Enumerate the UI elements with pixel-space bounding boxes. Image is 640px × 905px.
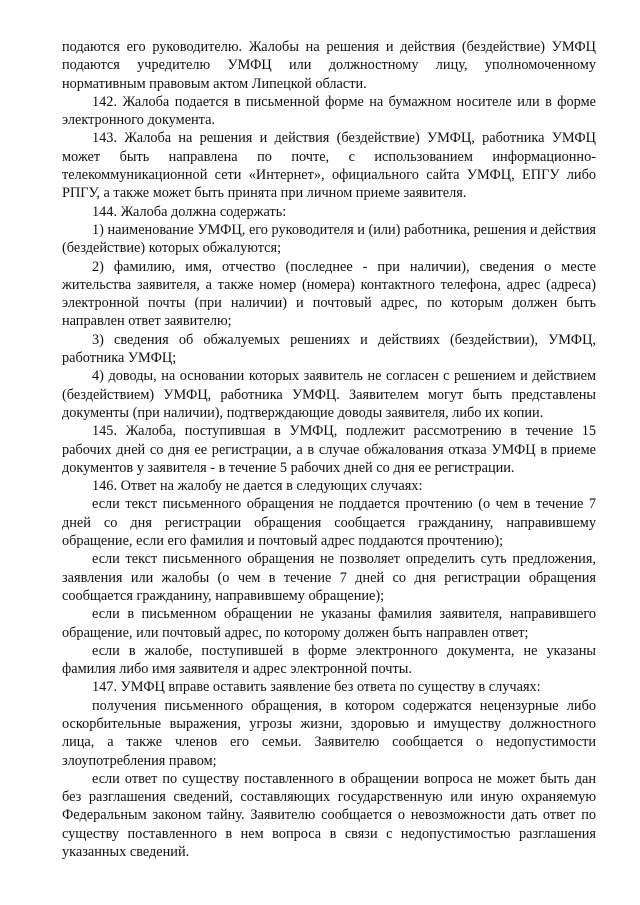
paragraph-144-item-1: 1) наименование УМФЦ, его руководителя и (или) работника, решения и действия (бездействие) которых обжалуются; (62, 221, 596, 257)
paragraph-146-case-4: если в жалобе, поступившей в форме электронного документа, не указаны фамилия либо имя заявителя и адрес электронной почты. (62, 642, 596, 678)
paragraph-continuation: подаются его руководителю. Жалобы на решения и действия (бездействие) УМФЦ подаются учредителю УМФЦ или должностному лицу, уполномоченному нормативным правовым актом Липецкой области. (62, 39, 596, 92)
paragraph-147: 147. УМФЦ вправе оставить заявление без ответа по существу в случаях: (92, 679, 541, 696)
paragraph-142: 142. Жалоба подается в письменной форме на бумажном носителе или в форме электронного документа. (62, 93, 596, 129)
paragraph-146-case-1: если текст письменного обращения не поддается прочтению (о чем в течение 7 дней со дня регистрации обращения сообщается гражданину, направившему обращение, если его фамилия и почтовый адрес поддаются прочтению); (62, 496, 596, 550)
paragraph-145: 145. Жалоба, поступившая в УМФЦ, подлежит рассмотрению в течение 15 рабочих дней со дня ее регистрации, а в случае обжалования отказа УМФЦ в приеме документов у заявителя - в течение 5 рабочих дней со дня ее регистрации. (62, 423, 596, 476)
paragraph-144-item-4: 4) доводы, на основании которых заявитель не согласен с решением и действием (бездействием) УМФЦ, работника УМФЦ. Заявителем могут быть представлены документы (при наличии), подтверждающие доводы заявителя, либо их копии. (62, 368, 596, 421)
paragraph-143: 143. Жалоба на решения и действия (бездействие) УМФЦ, работника УМФЦ может быть направлена по почте, с использованием информационно-телекоммуникационной сети «Интернет», официального сайта УМФЦ, ЕПГУ либо РПГУ, а также может быть принята при личном приеме заявителя. (62, 130, 596, 202)
paragraph-146-case-3: если в письменном обращении не указаны фамилия заявителя, направившего обращение, или почтовый адрес, по которому должен быть направлен ответ; (62, 606, 596, 641)
paragraph-147-case-1: получения письменного обращения, в котором содержатся нецензурные либо оскорбительные выражения, угрозы жизни, здоровью и имуществу должностного лица, а также членов его семьи. Заявителю сообщается о недопустимости злоупотребления правом; (62, 697, 596, 769)
paragraph-144: 144. Жалоба должна содержать: (92, 203, 287, 220)
document-page (62, 38, 596, 861)
paragraph-146-case-2: если текст письменного обращения не позволяет определить суть предложения, заявления или жалобы (о чем в течение 7 дней со дня регистрации обращения сообщается гражданину, направившему обращение); (62, 551, 596, 604)
paragraph-144-item-3: 3) сведения об обжалуемых решениях и действиях (бездействии), УМФЦ, работника УМФЦ; (62, 331, 596, 367)
paragraph-146: 146. Ответ на жалобу не дается в следующих случаях: (92, 478, 423, 495)
paragraph-147-case-2: если ответ по существу поставленного в обращении вопроса не может быть дан без разглашения сведений, составляющих государственную или иную охраняемую Федеральным законом тайну. Заявителю сообщается о невозможности дать ответ по существу поставленного в нем вопроса в связи с недопустимостью разглашения указанных сведений. (62, 770, 596, 861)
paragraph-144-item-2: 2) фамилию, имя, отчество (последнее - при наличии), сведения о месте жительства заявителя, а также номер (номера) контактного телефона, адрес (адреса) электронной почты (при наличии) и почтовый адрес, по которым должен быть направлен ответ заявителю; (62, 258, 596, 330)
